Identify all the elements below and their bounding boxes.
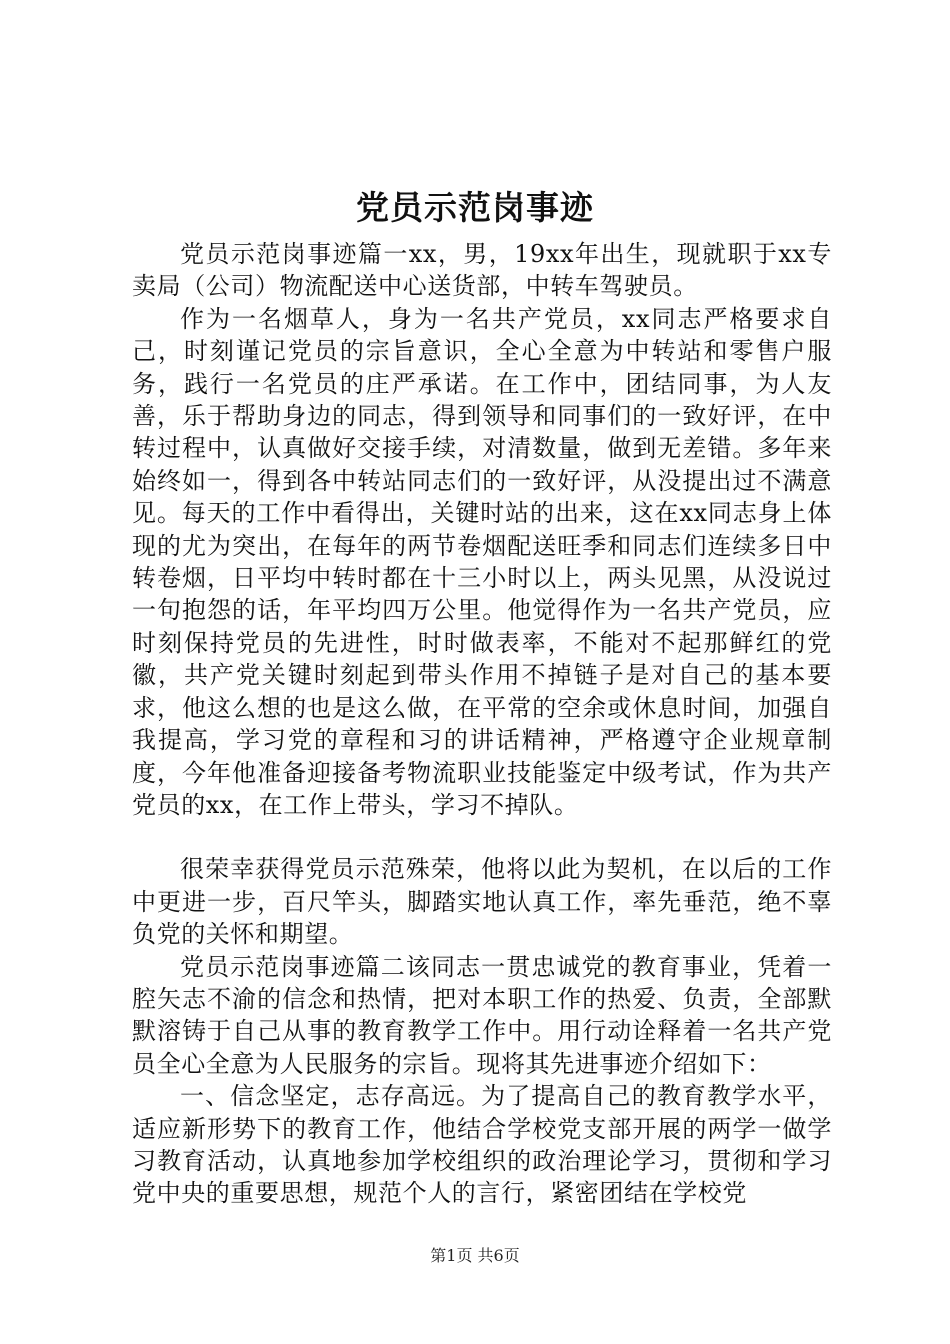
paragraph-honor: 很荣幸获得党员示范殊荣，他将以此为契机，在以后的工作中更进一步，百尺竿头，脚踏实地认真工作，率先垂范，绝不辜负党的关怀和期望。 [132,855,832,949]
paragraph-deeds: 作为一名烟草人，身为一名共产党员，xx同志严格要求自己，时刻谨记党员的宗旨意识，全心全意为中转站和零售户服务，践行一名党员的庄严承诺。在工作中，团结同事，为人友善，乐于帮助身边的同志，得到领导和同事们的一致好评，在中转过程中，认真做好交接手续，对清数量，做到无差错。多年来始终如一，得到各中转站同志们的一致好评，从没提出过不满意见。每天的工作中看得出，关键时站的出来，这在xx同志身上体现的尤为突出，在每年的两节卷烟配送旺季和同志们连续多日中转卷烟，日平均中转时都在十三小时以上，两头见黑，从没说过一句抱怨的话，年平均四万公里。他觉得作为一名共产党员，应时刻保持党员的先进性，时时做表率，不能对不起那鲜红的党徽，共产党关键时刻起到带头作用不掉链子是对自己的基本要求，他这么想的也是这么做，在平常的空余或休息时间，加强自我提高，学习党的章程和习的讲话精神，严格遵守企业规章制度，今年他准备迎接备考物流职业技能鉴定中级考试，作为共产党员的xx，在工作上带头，学习不掉队。 [132,304,832,819]
page-footer: 第1页 共6页 [430,1246,520,1265]
paragraph-part-two: 党员示范岗事迹篇二该同志一贯忠诚党的教育事业，凭着一腔矢志不渝的信念和热情，把对本职工作的热爱、负责，全部默默溶铸于自己从事的教育教学工作中。用行动诠释着一名共产党员全心全意为人民服务的宗旨。现将其先进事迹介绍如下： [132,952,832,1078]
document-title: 党员示范岗事迹 [356,188,594,227]
paragraph-intro: 党员示范岗事迹篇一xx，男，19xx年出生，现就职于xx专卖局（公司）物流配送中心送货部，中转车驾驶员。 [132,240,832,301]
document-body [132,238,832,1210]
paragraph-section-one: 一、信念坚定，志存高远。为了提高自己的教育教学水平，适应新形势下的教育工作，他结合学校党支部开展的两学一做学习教育活动，认真地参加学校组织的政治理论学习，贯彻和学习党中央的重要思想，规范个人的言行，紧密团结在学校党 [132,1082,832,1208]
paragraph-spacer [132,821,832,853]
